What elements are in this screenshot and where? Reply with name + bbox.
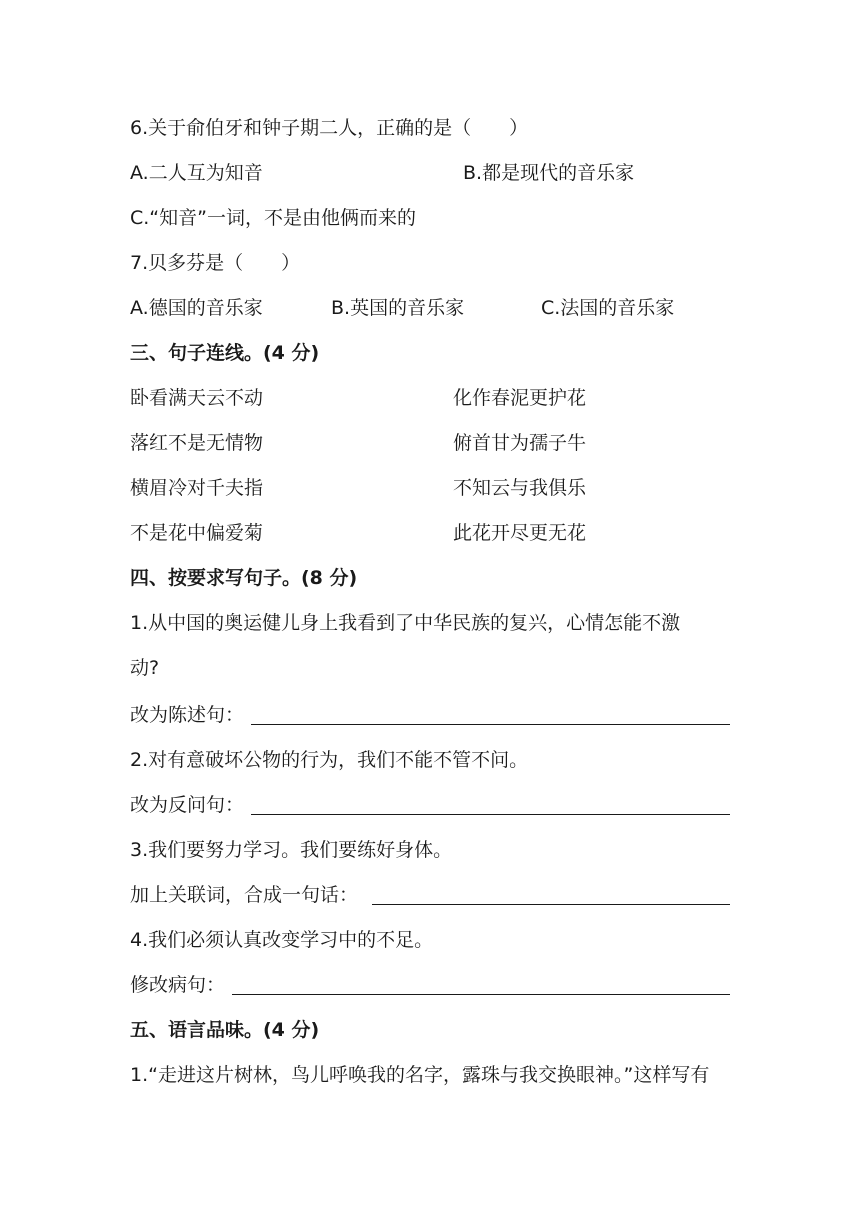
match-right-2: 俯首甘为孺子牛	[453, 432, 587, 454]
question-6-stem: 6.关于俞伯牙和钟子期二人，正确的是（ ）	[130, 117, 529, 139]
section-4-q4-prompt: 修改病句：	[130, 974, 226, 996]
match-left-2: 落红不是无情物	[130, 432, 264, 454]
section-5-q1: 1.“走进这片树林，鸟儿呼唤我的名字，露珠与我交换眼神。”这样写有	[130, 1064, 710, 1086]
answer-line-3[interactable]	[372, 904, 730, 905]
match-right-3: 不知云与我俱乐	[453, 477, 587, 499]
question-7-option-b: B.英国的音乐家	[331, 297, 465, 319]
section-4-q3-prompt: 加上关联词，合成一句话：	[130, 884, 359, 906]
answer-line-2[interactable]	[251, 814, 730, 815]
match-right-4: 此花开尽更无花	[453, 522, 587, 544]
question-6-option-a: A.二人互为知音	[130, 162, 263, 184]
section-4-q2-prompt: 改为反问句：	[130, 794, 245, 816]
section-4-q1-line2: 动?	[130, 657, 160, 679]
section-4-q1-line1: 1.从中国的奥运健儿身上我看到了中华民族的复兴，心情怎能不激	[130, 612, 681, 634]
question-7-option-c: C.法国的音乐家	[541, 297, 675, 319]
section-4-q1-prompt: 改为陈述句：	[130, 704, 245, 726]
match-left-3: 横眉冷对千夫指	[130, 477, 264, 499]
section-3-heading: 三、句子连线。(4 分)	[130, 342, 320, 364]
section-4-q4: 4.我们必须认真改变学习中的不足。	[130, 929, 434, 951]
question-6-option-c: C.“知音”一词，不是由他俩而来的	[130, 207, 416, 229]
section-4-q3: 3.我们要努力学习。我们要练好身体。	[130, 839, 453, 861]
answer-line-1[interactable]	[251, 724, 730, 725]
question-7-option-a: A.德国的音乐家	[130, 297, 263, 319]
answer-line-4[interactable]	[232, 994, 730, 995]
match-left-4: 不是花中偏爱菊	[130, 522, 264, 544]
section-5-heading: 五、语言品味。(4 分)	[130, 1019, 320, 1041]
match-right-1: 化作春泥更护花	[453, 387, 587, 409]
section-4-q2: 2.对有意破坏公物的行为，我们不能不管不问。	[130, 749, 529, 771]
question-6-option-b: B.都是现代的音乐家	[463, 162, 635, 184]
section-4-heading: 四、按要求写句子。(8 分)	[130, 567, 358, 589]
match-left-1: 卧看满天云不动	[130, 387, 264, 409]
question-7-stem: 7.贝多芬是（ ）	[130, 252, 301, 274]
